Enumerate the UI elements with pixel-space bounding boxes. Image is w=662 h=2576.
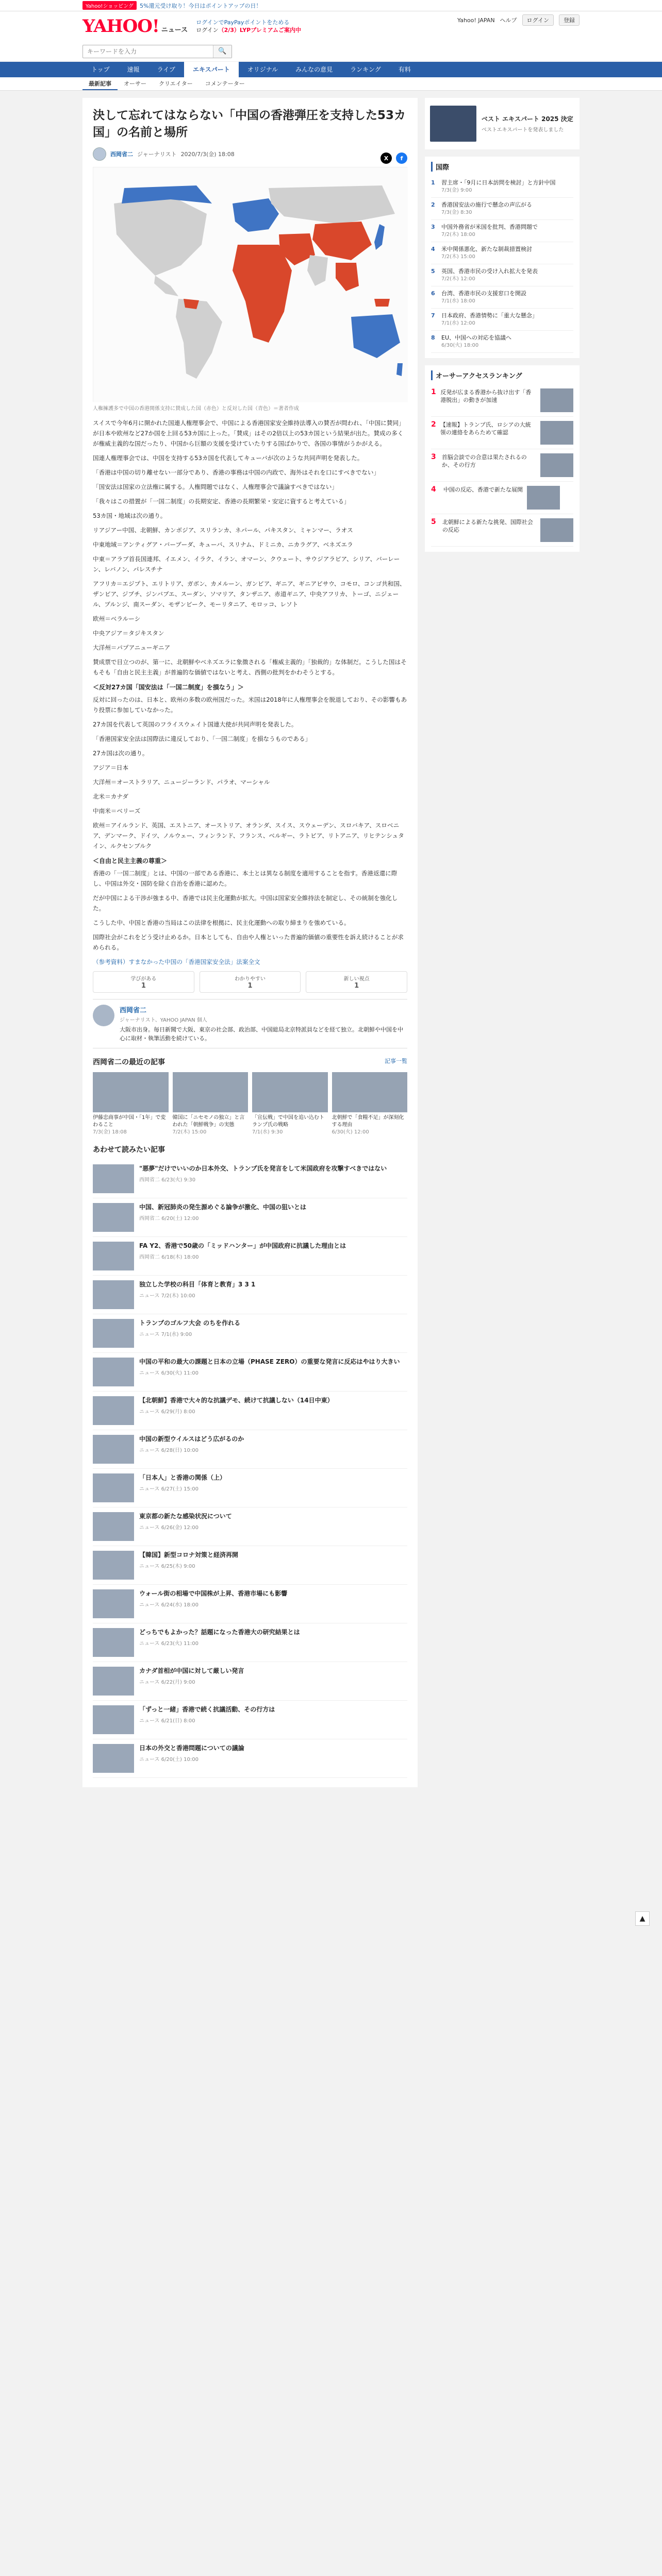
related-article-item[interactable] (93, 1701, 407, 1739)
author-profile-bio: 大阪市出身。毎日新聞で大阪、東京の社会部、政治部、中国総局北京特派員などを経て独立。北朝鮮や中国を中心に取材・執筆活動を続けている。 (120, 1026, 403, 1042)
related-article-image (93, 1551, 134, 1580)
reaction-clear-button[interactable]: わかりやすい 1 (200, 971, 301, 993)
side-news-heading: 国際 (431, 162, 573, 172)
ranking-image (540, 453, 573, 477)
article-paragraph: 中東＝アラブ首長国連邦、イエメン、イラク、イラン、オマーン、クウェート、サウジアラビア、シリア、バーレーン、レバノン、パレスチナ (93, 555, 400, 573)
subnav-creator[interactable]: クリエイター (159, 80, 193, 87)
ranking-number: 2 (431, 420, 436, 429)
related-note-link[interactable]: （参考資料）すまなかった中国の「香港国家安全法」法案全文 (93, 958, 260, 965)
related-article-title: 中国、新冠肺炎の発生源めぐる論争が激化、中国の狙いとは (139, 1204, 307, 1211)
side-news-box (425, 157, 580, 358)
related-article-item[interactable] (93, 1314, 407, 1353)
related-article-meta: ニュース 6/23(火) 11:00 (139, 1641, 198, 1647)
article-paragraph: 北米＝カナダ (93, 793, 128, 800)
world-map-figure (93, 167, 407, 402)
article-paragraph: アジア＝日本 (93, 764, 129, 771)
related-article-meta: ニュース 6/27(土) 15:00 (139, 1486, 198, 1492)
x-share-icon[interactable]: X (380, 152, 392, 164)
register-button[interactable]: 登録 (559, 14, 580, 26)
nav-opinion[interactable]: みんなの意見 (295, 66, 333, 73)
side-news-date: 7/3(金) 9:00 (441, 188, 472, 193)
map-new-zealand (396, 363, 403, 376)
search-icon[interactable]: 🔍 (213, 45, 231, 58)
related-article-image (93, 1164, 134, 1193)
recent-articles (93, 1072, 407, 1136)
article-date: 2020/7/3(金) 18:08 (180, 151, 235, 158)
article-paragraph: 「香港国家安全法は国際法に違反しており、「一国二制度」を損なうものである」 (93, 735, 311, 742)
article-paragraph: 欧州＝アイルランド、英国、エストニア、オーストリア、オランダ、スイス、スウェーデン、スロバキア、スロベニア、デンマーク、ドイツ、ノルウェー、フィンランド、フランス、ベルギー、ラトビア、リトアニア、リヒテンシュタイン、ルクセンブルク (93, 822, 404, 850)
side-news-item[interactable] (431, 220, 573, 242)
reaction-new-view-button[interactable]: 新しい視点 1 (306, 971, 407, 993)
side-ad-image (430, 106, 476, 142)
arrow-up-icon[interactable]: ▲ (635, 1911, 650, 1926)
side-ad-text: ベストエキスパートを発表しました (482, 127, 564, 133)
subnav-author[interactable]: オーサー (124, 80, 146, 87)
related-article-image (93, 1358, 134, 1386)
side-news-date: 7/2(木) 18:00 (441, 232, 475, 238)
map-caption: 人権擁護多で中国の香港関係支持に賛成した国（赤色）と反対した国（青色）＝著者作成 (93, 406, 299, 412)
search-bar (0, 41, 662, 62)
ranking-image (540, 518, 573, 542)
ranking-image (527, 486, 560, 510)
article-paragraph: スイスで今年6月に開かれた国連人権理事会で、中国による香港国家安全維持法導入の賛否が問われ、「中国に賛同」が日本や欧州など27か国を上回る53カ国に上った。「賛成」はその2倍以上の53カ国という結果が出た。賛成の多くが権威主義的な国だったり、中国から巨額の支援を受けていたりする国ばかりで、各国の事情がうかがえる。 (93, 419, 405, 447)
side-news-date: 7/1(水) 12:00 (441, 320, 475, 326)
recent-card-image (173, 1072, 249, 1112)
side-news-item[interactable] (431, 309, 573, 331)
article-paragraph: 「国安法は国家の立法権に属する。人権問題ではなく、人権理事会で議論すべきではない」 (93, 483, 338, 490)
related-article-title: 【北朝鮮】香港で大々的な抗議デモ、続けて抗議しない（14日中東） (139, 1397, 334, 1404)
article-subheading: ＜自由と民主主義の尊重＞ (93, 857, 168, 865)
ranking-image (540, 421, 573, 445)
related-article-image (93, 1319, 134, 1348)
related-article-meta: ニュース 6/26(金) 12:00 (139, 1525, 198, 1531)
side-news-num: 4 (431, 246, 435, 252)
article-paragraph: 中東地域＝アンティグア・バーブーダ、キューバ、スリナム、ドミニカ、ニカラグア、ベネズエラ (93, 541, 353, 548)
side-news-text: 習主席・「9月に日本訪問を検討」と方針中国 (441, 179, 556, 186)
related-article-meta: ニュース 6/22(月) 9:00 (139, 1680, 195, 1685)
related-article-item[interactable] (93, 1546, 407, 1585)
article-paragraph: 反対に回ったのは、日本と、欧州の多数の欧州国だった。米国は2018年に人権理事会を脱退しており、その影響もあり投票に参加していなかった。 (93, 696, 407, 714)
promo-line1: ログインで (196, 19, 224, 26)
side-news-item[interactable] (431, 331, 573, 353)
related-article-meta: ニュース 6/28(日) 10:00 (139, 1448, 198, 1453)
nav-breaking[interactable]: 速報 (127, 66, 140, 73)
related-article-image (93, 1203, 134, 1232)
related-article-title: 「ずっと一緒」香港で続く抗議活動、その行方は (139, 1706, 275, 1713)
related-articles-list (93, 1160, 407, 1778)
related-article-title: ウォール街の相場で中国株が上昇、香港市場にも影響 (139, 1590, 288, 1597)
side-news-text: 日本政府、香港情勢に「重大な懸念」 (441, 312, 538, 319)
article-paragraph: 53カ国・地域は次の通り。 (93, 512, 167, 519)
side-news-date: 7/2(木) 12:00 (441, 276, 475, 282)
recent-card-image (252, 1072, 328, 1112)
recent-card[interactable]: 北朝鮮で「食糧不足」が深刻化する理由 6/30(火) 12:00 (332, 1072, 408, 1136)
header-promo[interactable] (196, 19, 301, 34)
related-article-title: カナダ首相が中国に対して厳しい発言 (139, 1667, 244, 1674)
side-news-num: 8 (431, 334, 435, 341)
related-articles-heading: あわせて読みたい記事 (93, 1146, 165, 1154)
search-box (82, 45, 232, 58)
side-news-num: 1 (431, 179, 435, 186)
ranking-text: 首脳会談での合意は果たされるのか、その行方 (441, 454, 527, 468)
related-article-item[interactable] (93, 1353, 407, 1392)
side-news-item[interactable] (431, 176, 573, 198)
side-news-text: 台湾、香港市民の支援窓口を開設 (441, 290, 526, 297)
article-paragraph: リアジアー中国、北朝鮮、カンボジア、スリランカ、ネパール、パキスタン、ミャンマー、ラオス (93, 527, 353, 534)
nav-ranking[interactable]: ランキング (350, 66, 381, 73)
article-paragraph: 27カ国を代表して英国のフライスウェイト国連大使が共同声明を発表した。 (93, 721, 297, 728)
article-paragraph: こうした中、中国と香港の当局はこの法律を根拠に、民主化運動への取り締まりを強めている。 (93, 919, 350, 926)
side-news-num: 3 (431, 224, 435, 230)
side-ad-title: ベスト エキスパート 2025 決定 (482, 115, 573, 123)
article-paragraph: 「我々はこの措置が「一国二制度」の長期安定、香港の長期繁栄・安定に資すると考えている」 (93, 498, 350, 505)
side-news-item[interactable] (431, 242, 573, 264)
recent-articles-heading: 西岡省二の最近の記事 記事一覧 (93, 1058, 407, 1066)
related-article-meta: ニュース 7/1(水) 9:00 (139, 1332, 192, 1337)
side-news-date: 7/2(木) 15:00 (441, 254, 475, 260)
related-article-image (93, 1473, 134, 1502)
related-article-meta: ニュース 6/20(土) 10:00 (139, 1757, 198, 1762)
nav-live[interactable]: ライブ (157, 66, 175, 73)
related-article-item[interactable] (93, 1276, 407, 1314)
side-ranking-box (425, 365, 580, 552)
ranking-number: 1 (431, 388, 436, 396)
side-news-text: 米中関係悪化、新たな制裁措置検討 (441, 246, 532, 252)
ranking-number: 5 (431, 518, 436, 526)
promo-link[interactable]: PayPayポイントをためる (224, 19, 290, 26)
related-article-item[interactable] (93, 1198, 407, 1237)
login-button[interactable]: ログイン (522, 14, 554, 26)
nav-original[interactable]: オリジナル (247, 66, 278, 73)
side-news-date: 7/1(水) 18:00 (441, 298, 475, 304)
related-article-meta: ニュース 6/29(月) 8:00 (139, 1409, 195, 1415)
article-paragraph: 賛成票で目立つのが、第一に、北朝鮮やベネズエラに象徴される「権威主義的」「独裁的」な体制だ。こうした国はそもそも「自由と民主主義」が普遍的な価値ではないと考え、西側の批判をかわそうとする。 (93, 658, 407, 676)
ranking-number: 3 (431, 453, 436, 461)
article-paragraph: 中南米＝ベリーズ (93, 807, 141, 815)
side-ad[interactable] (425, 98, 580, 149)
related-article-item[interactable] (93, 1160, 407, 1198)
promo-strip[interactable] (0, 0, 662, 11)
article-paragraph: 中央アジア＝タジキスタン (93, 630, 164, 637)
related-article-image (93, 1435, 134, 1464)
side-news-item[interactable] (431, 286, 573, 309)
related-article-title: トランプのゴルフ大会 のちを作れる (139, 1319, 241, 1327)
nav-paid[interactable]: 有料 (398, 66, 411, 73)
help-link[interactable]: ヘルプ (500, 17, 517, 24)
article-paragraph: アフリカ＝エジプト、エリトリア、ガボン、カメルーン、ガンビア、ギニア、ギニアビサウ、コモロ、コンゴ共和国、ザンビア、ジブチ、ジンバブエ、スーダン、ソマリア、タンザニア、赤道ギニア、中央アフリカ、トーゴ、ニジェール、ブルンジ、南スーダン、モザンビーク、モーリタニア、モロッコ、レソト (93, 580, 406, 608)
related-article-item[interactable] (93, 1662, 407, 1701)
author-profile-avatar[interactable] (93, 1005, 114, 1026)
article-paragraph: 大洋州＝オーストラリア、ニュージーランド、パラオ、マーシャル (93, 778, 270, 786)
author-name[interactable]: 西岡省二 (110, 151, 133, 158)
related-article-title: 中国の平和の最大の課題と日本の立場（PHASE ZERO）の重要な発言に反応はやはり大きい (139, 1358, 400, 1365)
article-paragraph: だが中国による干渉が強まる中、香港では民主化運動が拡大。中国は国家安全維持法を制定し、その統制を強化した。 (93, 894, 398, 912)
ranking-text: 中国の反応、香港で新たな展開 (443, 486, 523, 493)
search-input[interactable] (83, 48, 213, 55)
map-venezuela (184, 299, 199, 309)
reaction-buttons (93, 971, 407, 993)
ranking-item[interactable] (431, 417, 573, 449)
ranking-text: 北朝鮮による新たな挑発、国際社会の反応 (442, 519, 533, 533)
author-avatar[interactable] (93, 147, 106, 161)
related-article-image (93, 1242, 134, 1270)
related-article-title: 独立した学校の科目「体育と教育」3 3 1 (139, 1281, 256, 1288)
author-profile (93, 999, 407, 1048)
map-papua-new-guinea (374, 299, 390, 307)
recent-more-link[interactable]: 記事一覧 (385, 1058, 407, 1064)
article-paragraph: 国連人権理事会では、中国を支持する53カ国を代表してキューバが次のような共同声明を発表した。 (93, 454, 363, 462)
side-news-item[interactable] (431, 264, 573, 286)
recent-card[interactable]: 伊藤忠商事が中国・「1年」で変わること 7/3(金) 18:08 (93, 1072, 169, 1136)
related-article-title: 【韓国】新型コロナ対策と経済再開 (139, 1551, 239, 1558)
promo-line2: ログイン (196, 27, 219, 33)
site-header (0, 11, 662, 41)
ranking-text: 【速報】トランプ氏、ロシアの大統領の連絡をあらためて確認 (440, 421, 531, 436)
shopping-badge: Yahoo!ショッピング (82, 1, 137, 10)
ranking-text: 反発が広まる香港から抜け出す「香港脱出」の動きが加速 (440, 389, 532, 403)
author-profile-title: ジャーナリスト、YAHOO JAPAN 個人 (120, 1018, 207, 1023)
main-nav (0, 62, 662, 77)
ranking-number: 4 (431, 485, 436, 494)
ranking-item[interactable] (431, 482, 573, 514)
related-article-item[interactable] (93, 1430, 407, 1469)
related-article-item[interactable] (93, 1469, 407, 1507)
side-news-num: 6 (431, 290, 435, 297)
related-article-meta: 西岡省二 6/23(火) 9:30 (139, 1177, 196, 1183)
article-paragraph: 欧州＝ベラルーシ (93, 615, 141, 622)
side-news-date: 7/3(金) 8:30 (441, 210, 472, 215)
promo-strip-text[interactable]: 5%還元受け取り！今日はポイントアップの日！ (140, 2, 262, 9)
related-article-meta: ニュース 7/2(木) 10:00 (139, 1293, 195, 1299)
recent-card-image (332, 1072, 408, 1112)
world-map-svg (93, 167, 408, 402)
related-article-item[interactable] (93, 1237, 407, 1276)
related-article-image (93, 1396, 134, 1425)
sidebar (425, 98, 580, 1787)
author-badge: ジャーナリスト (137, 151, 177, 158)
yahoo-logo[interactable]: YAHOO! (82, 16, 159, 37)
related-article-image (93, 1280, 134, 1309)
nav-top[interactable]: トップ (91, 66, 110, 73)
related-article-title: 「日本人」と香港の関係（上） (139, 1474, 226, 1481)
ranking-item[interactable] (431, 449, 573, 482)
article-paragraph: 香港の「一国二制度」とは、中国の一部である香港に、本土とは異なる制度を適用することを指す。香港返還に際し、中国は外交・国防を除く自治を香港に認めた。 (93, 870, 398, 887)
article-subheading: ＜反対27カ国「国安法は「一国二制度」を損なう」＞ (93, 684, 244, 691)
recent-card[interactable]: 「宣伝戦」で中国を追い込むトランプ氏の戦略 7/1(水) 9:30 (252, 1072, 328, 1136)
header-right (457, 14, 580, 26)
related-article-title: 日本の外交と香港問題についての議論 (139, 1744, 244, 1752)
article-paragraph: 大洋州＝パプアニューギニア (93, 644, 171, 651)
side-news-num: 7 (431, 312, 435, 319)
related-article-meta: ニュース 6/21(日) 8:00 (139, 1718, 195, 1724)
side-news-item[interactable] (431, 198, 573, 220)
article-title: 決して忘れてはならない「中国の香港弾圧を支持した53カ国」の名前と場所 (93, 109, 406, 139)
side-news-num: 2 (431, 201, 435, 208)
related-article-title: 中国の新型ウイルスはどう広がるのか (139, 1435, 244, 1443)
article-paragraph: 27カ国は次の通り。 (93, 750, 148, 757)
side-news-text: 香港国安法の施行で懸念の声広がる (441, 201, 532, 208)
nav-expert[interactable]: エキスパート (184, 62, 239, 77)
side-news-num: 5 (431, 268, 435, 275)
side-ranking-heading: オーサーアクセスランキング (431, 370, 573, 380)
related-article-title: どっちでもよかった？話題になった香港大の研究結果とは (139, 1629, 300, 1636)
article-paragraph: 国際社会がこれをどう受け止めるか。日本としても、自由や人権といった普遍的価値の重要性を訴え続けることが求められる。 (93, 934, 404, 951)
related-article-title: 東京都の新たな感染状況について (139, 1513, 232, 1520)
facebook-share-icon[interactable]: f (396, 152, 407, 164)
side-news-date: 6/30(火) 18:00 (441, 343, 479, 348)
article-main (82, 98, 418, 1787)
related-article-image (93, 1512, 134, 1541)
recent-card[interactable]: 韓国に「ニセモノの独立」と言われた「朝鮮戦争」の実態 7/2(木) 15:00 (173, 1072, 249, 1136)
side-news-text: 英国、香港市民の受け入れ拡大を発表 (441, 268, 538, 275)
reaction-learn-button[interactable]: 学びがある 1 (93, 971, 194, 993)
related-article-meta: 西岡省二 6/18(木) 18:00 (139, 1255, 199, 1260)
related-article-image (93, 1705, 134, 1734)
sub-nav (0, 77, 662, 91)
related-article-image (93, 1589, 134, 1618)
related-article-image (93, 1628, 134, 1657)
related-article-item[interactable] (93, 1585, 407, 1623)
yahoo-japan-link[interactable]: Yahoo! JAPAN (457, 16, 495, 24)
related-article-meta: ニュース 6/24(水) 18:00 (139, 1602, 198, 1608)
ranking-image (540, 388, 573, 412)
related-article-title: FA Y2、香港で50歳の「ミッドハンター」が中国政府に抗議した理由とは (139, 1242, 346, 1249)
article-paragraph: 「香港は中国の切り離せない一部分であり、香港の事務は中国の内政で、海外はそれを口にすべきでない」 (93, 469, 380, 476)
promo-bold: （2/3）LYPプレミアムご案内中 (218, 27, 302, 33)
author-profile-name[interactable]: 西岡省二 (120, 1007, 147, 1014)
side-news-text: EU、中国への対応を協議へ (441, 334, 512, 341)
ranking-item[interactable] (431, 514, 573, 547)
related-article-item[interactable] (93, 1507, 407, 1546)
ranking-item[interactable] (431, 384, 573, 417)
content-wrap (82, 98, 580, 1787)
related-article-image (93, 1744, 134, 1773)
related-article-item[interactable] (93, 1739, 407, 1778)
related-article-meta: 西岡省二 6/20(土) 12:00 (139, 1216, 199, 1222)
subnav-latest[interactable]: 最新記事 (82, 77, 118, 90)
side-news-text: 中国外務省が米国を批判、香港問題で (441, 224, 538, 230)
related-article-item[interactable] (93, 1623, 407, 1662)
related-article-image (93, 1667, 134, 1696)
related-article-meta: ニュース 6/30(火) 11:00 (139, 1370, 198, 1376)
recent-card-image (93, 1072, 169, 1112)
related-article-meta: ニュース 6/25(木) 9:00 (139, 1564, 195, 1569)
related-article-item[interactable] (93, 1392, 407, 1430)
logo-subtitle[interactable]: ニュース (161, 26, 188, 34)
subnav-commentator[interactable]: コメンテーター (205, 80, 245, 87)
related-article-title: "悪夢"だけでいいのか日本外交、トランプ氏を発言をして米国政府を攻撃すべきではない (139, 1165, 387, 1172)
